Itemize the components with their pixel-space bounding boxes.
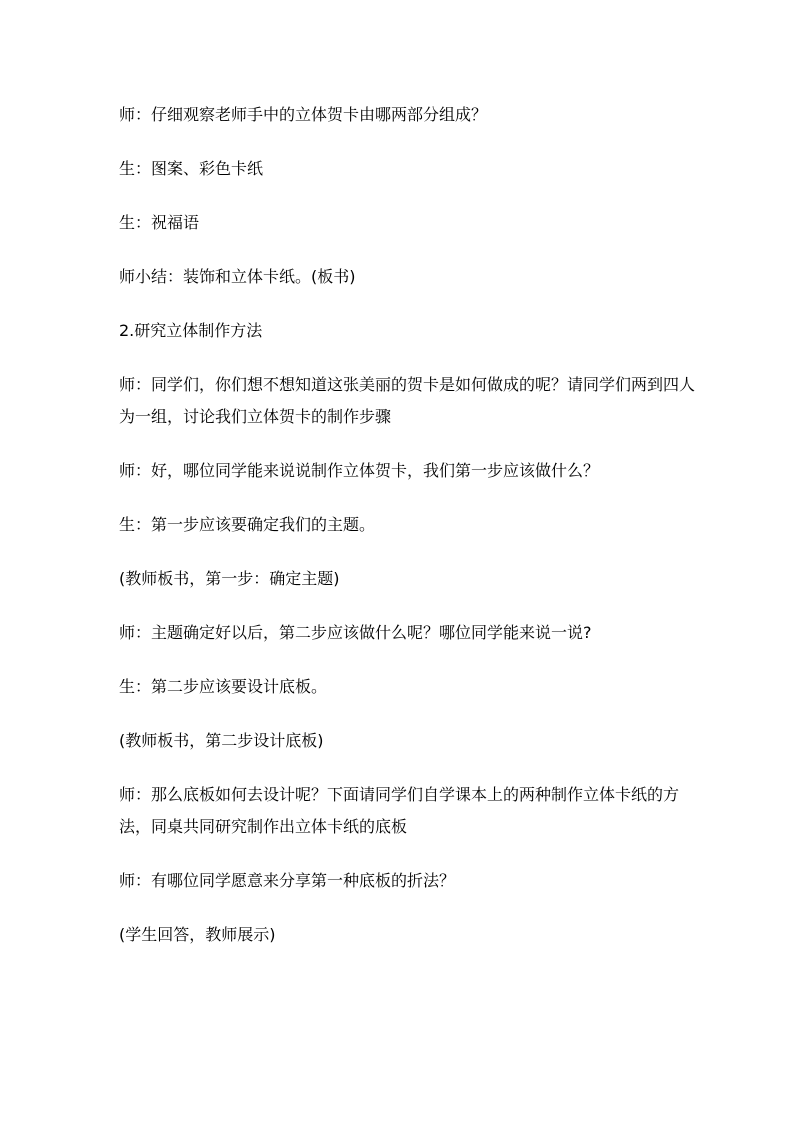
paragraph-student-answer: 生：祝福语: [119, 213, 200, 232]
paragraph-question: 师：仔细观察老师手中的立体贺卡由哪两部分组成？: [119, 105, 488, 124]
paragraph-teacher-summary: 师小结：装饰和立体卡纸。(板书): [119, 267, 356, 286]
paragraph-student-answer: 生：第二步应该要设计底板。: [119, 677, 328, 696]
paragraph-teacher: 师：主题确定好以后，第二步应该做什么呢？哪位同学能来说一说?: [119, 623, 592, 642]
paragraph-board-note: (教师板书，第二步设计底板): [119, 731, 324, 750]
paragraph-teacher: 师：有哪位同学愿意来分享第一种底板的折法？: [119, 871, 456, 890]
paragraph-student-answer: 生：图案、彩色卡纸: [119, 159, 264, 178]
paragraph-teacher: 师：好，哪位同学能来说说制作立体贺卡，我们第一步应该做什么？: [119, 461, 600, 480]
paragraph-board-note: (教师板书，第一步：确定主题): [119, 569, 340, 588]
paragraph-teacher: 师：同学们，你们想不想知道这张美丽的贺卡是如何做成的呢？请同学们两到四人为一组，讨论我们立体贺卡的制作步骤: [119, 375, 696, 426]
section-heading: 2.研究立体制作方法: [119, 321, 263, 340]
paragraph-student-answer: 生：第一步应该要确定我们的主题。: [119, 515, 376, 534]
paragraph-teacher: 师：那么底板如何去设计呢？下面请同学们自学课本上的两种制作立体卡纸的方法，同桌共同研究制作出立体卡纸的底板: [119, 785, 680, 836]
paragraph-board-note: (学生回答，教师展示): [119, 925, 276, 944]
document-body: [119, 99, 699, 973]
